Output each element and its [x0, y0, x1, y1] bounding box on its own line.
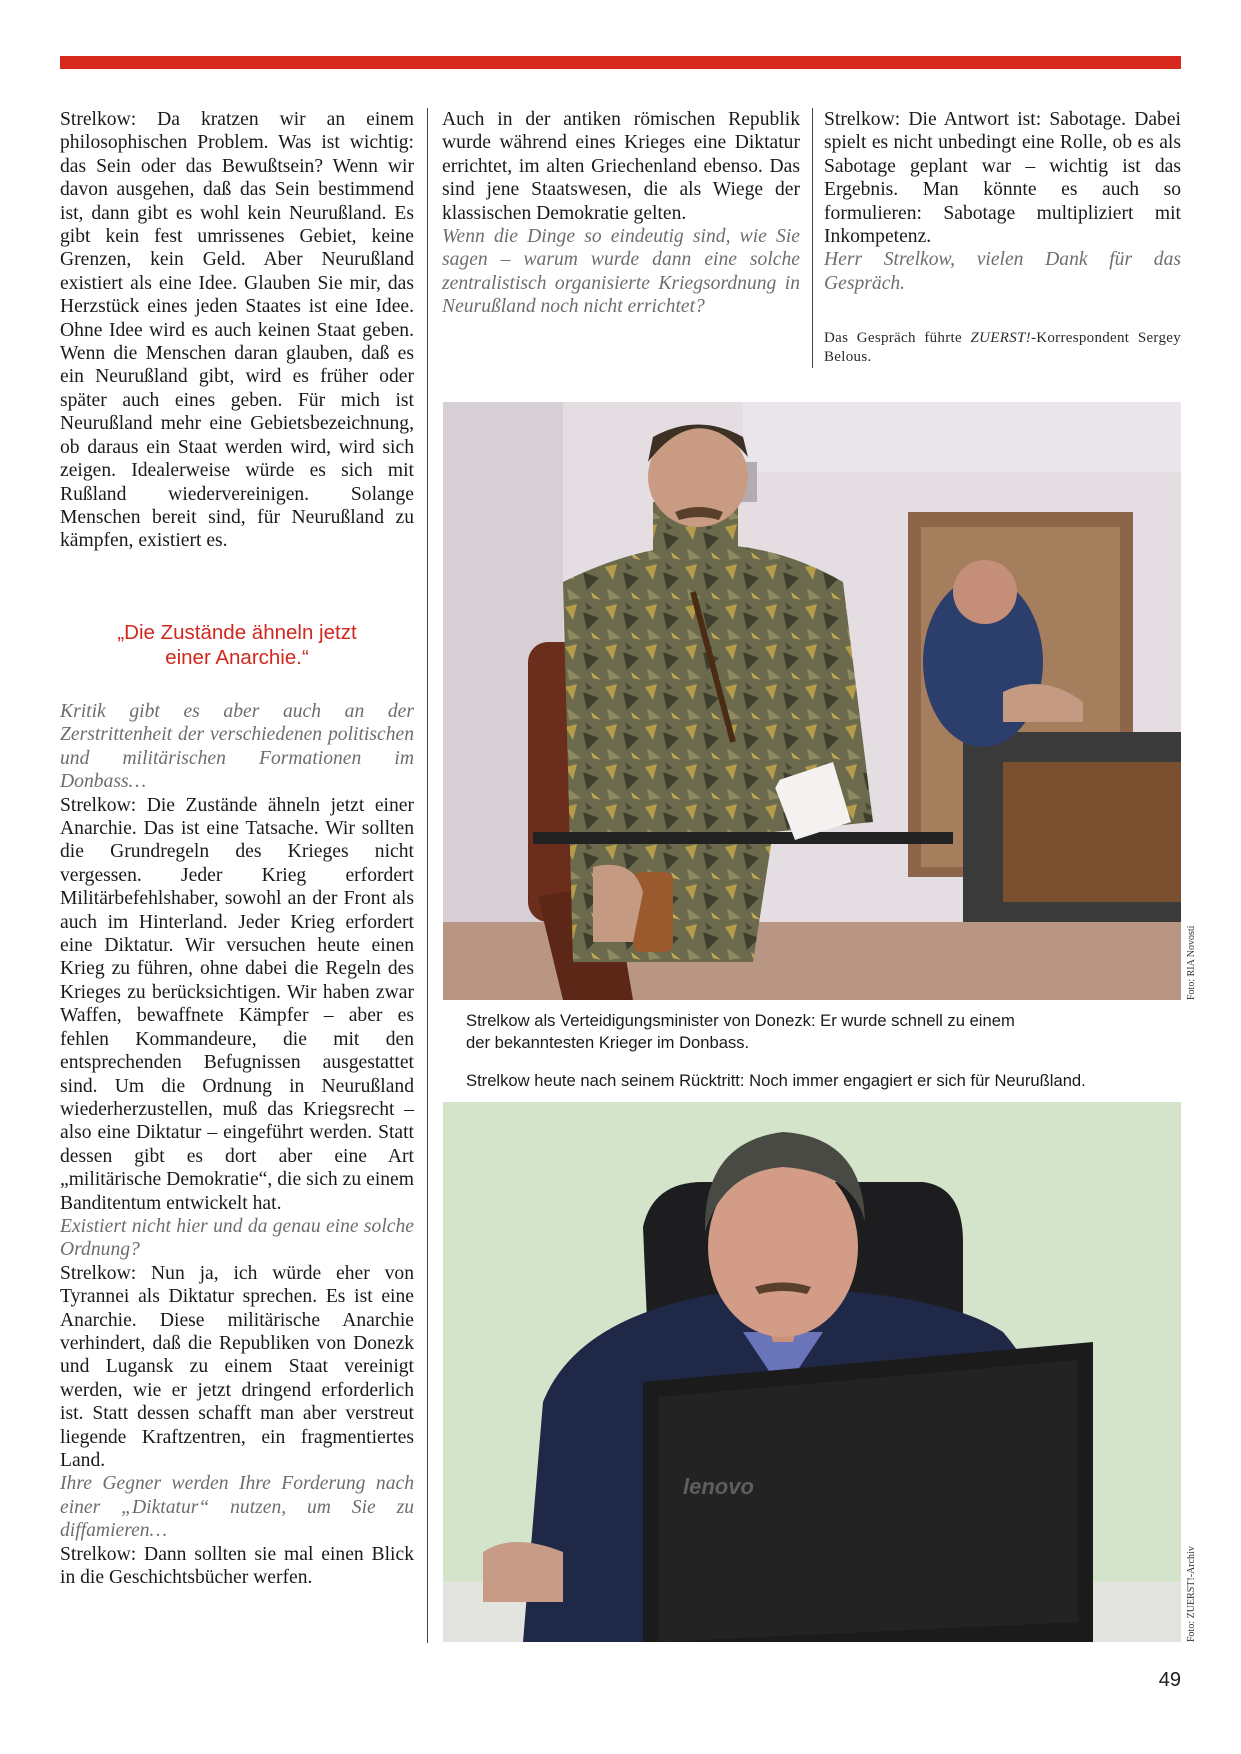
answer-paragraph: Strelkow: Dann sollten sie mal einen Blick in die Geschichtsbücher werfen. [60, 1543, 414, 1589]
article-column-3 [824, 108, 1181, 295]
laptop-brand-text: lenovo [683, 1474, 754, 1499]
photo-strelkow-laptop [443, 1102, 1181, 1642]
interview-question: Existiert nicht hier und da genau eine solche Ordnung? [60, 1215, 414, 1261]
pull-quote-line: „Die Zustände ähneln jetzt [117, 621, 357, 644]
answer-paragraph: Strelkow: Die Zustände ähneln jetzt einer Anarchie. Das ist eine Tatsache. Wir sollten die Grundregeln des Krieges nicht vergessen. Jeder Krieg erfordert Militärbefehlshaber, sowohl an der Front als auch im Hinterland. Jeder Krieg erfordert eine Diktatur. Wir versuchen heute einen Krieg zu führen, ohne dabei die Regeln des Krieges zu berücksichtigen. Wir haben zwar Waffen, bewaffnete Kämpfer – aber es fehlen Kommandeure, die mit den entsprechenden Befugnissen ausgestattet sind. Um die Ordnung in Neurußland wiederherzustellen, muß das Kriegsrecht – also eine Diktatur – eingeführt werden. Statt dessen gibt es dort aber eine Art „militärische Demokratie“, die sich zu einem Banditentum entwickelt hat. [60, 794, 414, 1214]
answer-paragraph: Strelkow: Die Antwort ist: Sabotage. Dabei spielt es nicht unbedingt eine Rolle, ob es als Sabotage geplant war – wichtig ist das Ergebnis. Man könnte es auch so formulieren: Sabotage multipliziert mit Inkompetenz. [824, 109, 1181, 248]
pull-quote-line: einer Anarchie.“ [165, 646, 309, 669]
caption-line: Strelkow als Verteidigungsminister von Donezk: Er wurde schnell zu einem [466, 1011, 1015, 1030]
answer-paragraph: Strelkow: Da kratzen wir an einem philosophischen Problem. Was ist wichtig: das Sein oder das Bewußtsein? Wenn wir davon ausgehen, daß das Sein bestimmend ist, dann gibt es wohl kein Neurußland. Es gibt kein fest umrissenes Gebiet, keine Grenzen, kein Geld. Aber Neurußland existiert als eine Idee. Glauben Sie mir, das Herzstück eines jeden Staates ist eine Idee. Ohne Idee wird es auch keinen Staat geben. Wenn die Menschen daran glauben, daß es ein Neurußland gibt, wird es früher oder später auch eines geben. Für mich ist Neurußland mehr eine Gebietsbezeichnung, ob daraus ein Staat werden wird, wird sich zeigen. Idealerweise würde es sich mit Rußland wiedervereinigen. Solange Menschen bereit sind, für Neurußland zu kämpfen, existiert es. [60, 109, 414, 552]
article-column-1 [60, 108, 414, 553]
photo-strelkow-minister [443, 402, 1181, 1000]
photo-caption [466, 1070, 1186, 1092]
photo-caption [466, 1010, 1186, 1054]
photo-strelkow-laptop-image [443, 1102, 1181, 1642]
article-column-1-continued [60, 700, 414, 1589]
credit-prefix: Das Gespräch führte [824, 330, 971, 346]
answer-paragraph: Auch in der antiken römischen Republik wurde während eines Krieges eine Diktatur errichtet, im alten Griechenland ebenso. Das sind jene Staatswesen, die als Wiege der klassischen Demokratie gelten. [442, 109, 800, 224]
caption-line: Strelkow heute nach seinem Rücktritt: Noch immer engagiert er sich für Neurußland. [466, 1071, 1086, 1090]
article-column-2 [442, 108, 800, 319]
column-divider [812, 108, 813, 368]
caption-line: der bekanntesten Krieger im Donbass. [466, 1033, 750, 1052]
pull-quote [60, 620, 414, 670]
photo-strelkow-minister-image [443, 402, 1181, 1000]
top-accent-bar [60, 56, 1181, 69]
answer-paragraph: Strelkow: Nun ja, ich würde eher von Tyrannei als Diktatur sprechen. Es ist eine Anarchie. Diese militärische Anarchie verhindert, daß die Republiken von Donezk und Lugansk zu einem Staat vereinigt werden, wie er jetzt dringend erforderlich ist. Statt dessen schafft man aber verstreut liegende Kraftzentren, ein fragmentiertes Land. [60, 1262, 414, 1471]
photo-credit: Foto: ZUERST!-Archiv [1186, 1546, 1197, 1642]
credit-suffix: -Korrespondent Sergey Belous. [824, 330, 1181, 365]
interview-question: Herr Strelkow, vielen Dank für das Gespräch. [824, 249, 1181, 294]
column-divider [427, 108, 428, 1643]
photo-credit: Foto: RIA Novosti [1186, 925, 1197, 1000]
interview-question: Ihre Gegner werden Ihre Forderung nach einer „Diktatur“ nutzen, um Sie zu diffamieren… [60, 1473, 414, 1542]
interview-credit [824, 329, 1181, 367]
interview-question: Kritik gibt es aber auch an der Zerstrittenheit der verschiedenen politischen und militärischen Formationen im Donbass… [60, 701, 414, 793]
interview-question: Wenn die Dinge so eindeutig sind, wie Sie sagen – warum wurde dann eine solche zentralistisch organisierte Kriegsordnung in Neurußland noch nicht errichtet? [442, 226, 800, 318]
page-number: 49 [1158, 1669, 1181, 1691]
magazine-name: ZUERST! [970, 330, 1031, 346]
